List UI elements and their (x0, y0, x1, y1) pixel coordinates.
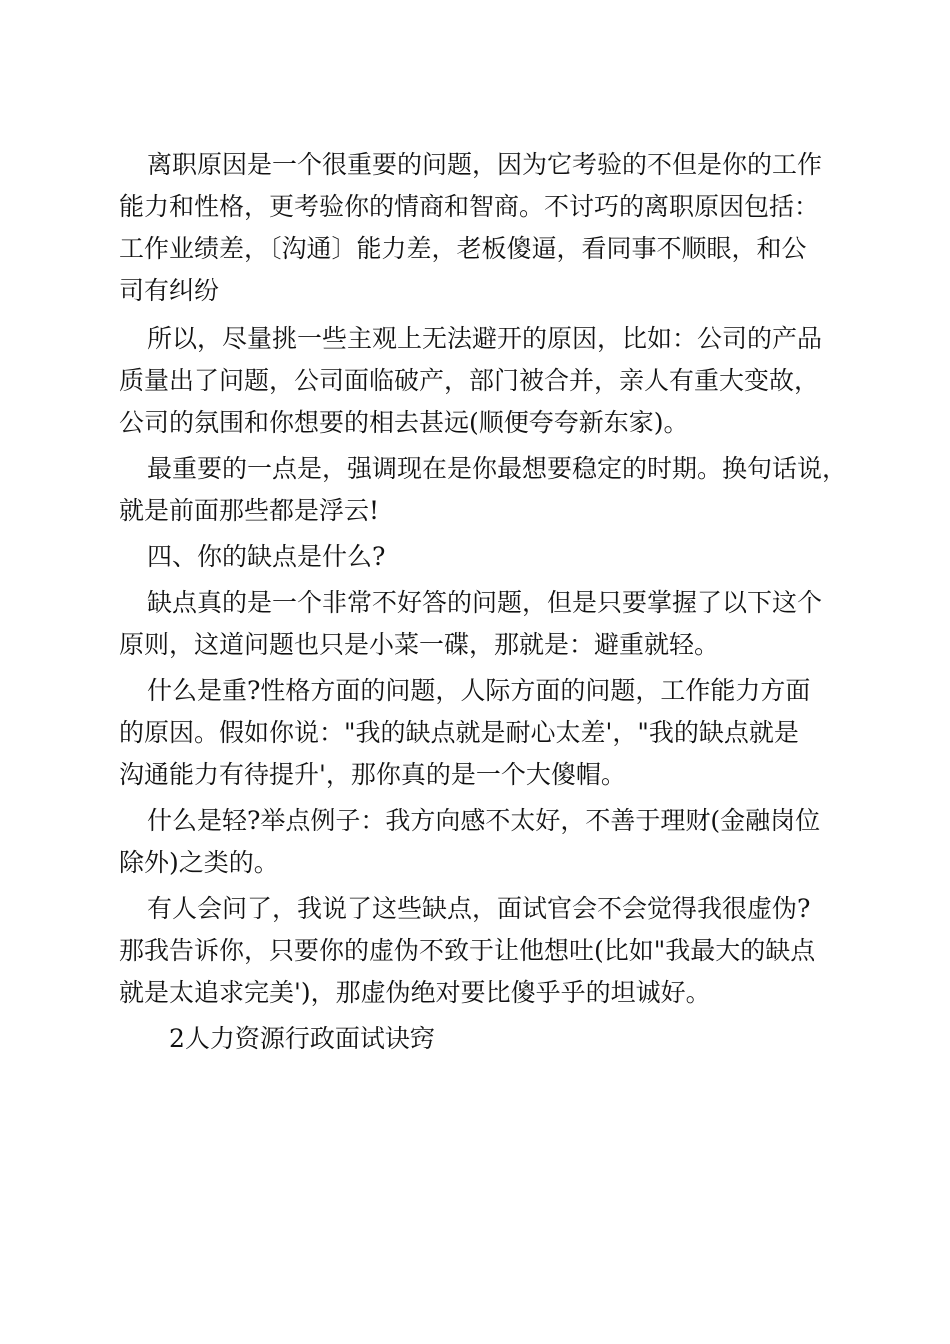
paragraph-line: 离职原因是一个很重要的问题，因为它考验的不但是你的工作 (147, 150, 823, 179)
paragraph-line: 最重要的一点是，强调现在是你最想要稳定的时期。换句话说， (147, 454, 848, 483)
paragraph-line: 所以，尽量挑一些主观上无法避开的原因，比如：公司的产品 (147, 324, 823, 353)
paragraph-line: 就是太追求完美')，那虚伪绝对要比傻乎乎的坦诚好。 (119, 978, 711, 1007)
paragraph-line: 那我告诉你，只要你的虚伪不致于让他想吐(比如"我最大的缺点 (119, 936, 816, 965)
paragraph-line: 原则，这道问题也只是小菜一碟，那就是：避重就轻。 (119, 630, 720, 659)
paragraph-line: 缺点真的是一个非常不好答的问题，但是只要掌握了以下这个 (147, 588, 823, 617)
paragraph-line: 能力和性格，更考验你的情商和智商。不讨巧的离职原因包括： (119, 192, 820, 221)
paragraph-line: 司有纠纷 (119, 276, 220, 305)
paragraph-line: 工作业绩差，〔沟通〕能力差，老板傻逼，看同事不顺眼，和公 (119, 234, 807, 263)
section-heading: 四、你的缺点是什么? (147, 542, 386, 571)
paragraph-line: 沟通能力有待提升'，那你真的是一个大傻帽。 (119, 760, 626, 789)
paragraph-line: 的原因。假如你说："我的缺点就是耐心太差'，"我的缺点就是 (119, 718, 799, 747)
section-heading: 2人力资源行政面试诀窍 (169, 1024, 435, 1053)
paragraph-line: 公司的氛围和你想要的相去甚远(顺便夸夸新东家)。 (119, 408, 689, 437)
paragraph-line: 就是前面那些都是浮云! (119, 496, 380, 525)
paragraph-line: 什么是重?性格方面的问题，人际方面的问题，工作能力方面 (147, 676, 811, 705)
paragraph-line: 有人会问了，我说了这些缺点，面试官会不会觉得我很虚伪? (147, 894, 811, 923)
paragraph-line: 什么是轻?举点例子：我方向感不太好，不善于理财(金融岗位 (147, 806, 821, 835)
paragraph-line: 质量出了问题，公司面临破产，部门被合并，亲人有重大变故， (119, 366, 820, 395)
paragraph-line: 除外)之类的。 (119, 848, 279, 877)
